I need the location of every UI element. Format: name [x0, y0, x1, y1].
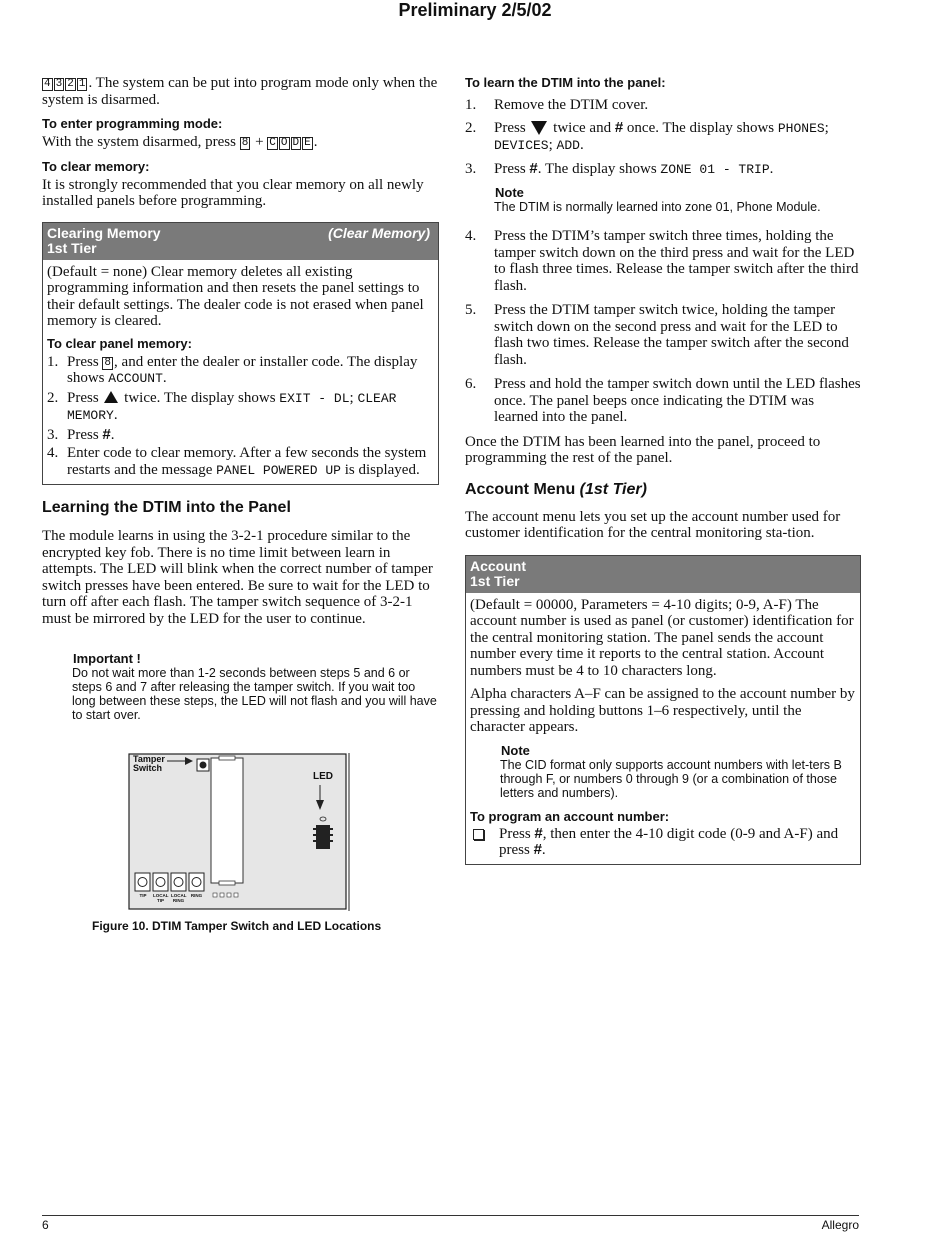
step-number: 4. — [465, 228, 477, 244]
period: . — [162, 370, 167, 386]
key-d: D — [292, 137, 300, 149]
account-box — [465, 555, 861, 865]
enter-programming-text: With the system disarmed, press 8 + C O D E . — [42, 134, 318, 150]
period: . — [579, 137, 584, 153]
display-add: ADD — [556, 138, 580, 153]
program-account-heading: To program an account number: — [470, 808, 670, 824]
display-zone-01-trip: ZONE 01 - TRIP — [660, 161, 770, 177]
account-box-title: Account — [470, 557, 526, 574]
account-menu-title: Account Menu — [465, 480, 576, 498]
step-number: 3. — [465, 160, 477, 177]
account-description: (Default = 00000, Parameters = 4-10 digits; 0-9, A-F) The account number is used as panel (or customer) identification for the central monitoring station. The panel sends the account number every time it reports to the central station. Account numbers must be 4 to 10 characters long. — [470, 596, 854, 679]
account-box-tier: 1st Tier — [470, 572, 520, 589]
pound-key: # — [102, 425, 111, 443]
step-text: twice. The display shows — [124, 389, 276, 406]
period: . — [541, 842, 546, 858]
checkbox-icon — [473, 829, 484, 840]
terminal-label-local-ring: LOCAL RING — [171, 893, 187, 903]
step-text: Press — [494, 160, 526, 177]
account-box-body — [466, 593, 860, 864]
clearing-memory-description: (Default = none) Clear memory deletes all existing programming information and then resets the panel settings to their default settings. The dealer code is not erased when panel memory is cleared. — [47, 263, 424, 329]
learn-dtim-heading: To learn the DTIM into the panel: — [465, 75, 666, 90]
learn-dtim-steps — [465, 97, 861, 426]
note-text: The DTIM is normally learned into zone 01, Phone Module. — [494, 200, 821, 214]
key-8: 8 — [241, 137, 249, 149]
separator: ; — [548, 137, 553, 153]
account-note — [500, 744, 856, 800]
step-number: 4. — [47, 445, 59, 461]
key-1: 1 — [78, 78, 86, 90]
step-number: 1. — [465, 97, 477, 113]
led-label: LED — [313, 771, 333, 782]
step-text: Press the DTIM tamper switch twice, holding the tamper switch down on the second press and wait for the LED to flash two times. Release the tamper switch after the second flash. — [494, 302, 849, 368]
step-text: Press — [67, 353, 99, 370]
learning-dtim-paragraph: The module learns in using the 3-2-1 procedure similar to the encrypted key fob. There is no time limit between learn in attempts. The LED will blink when the correct number of tamper switch presses have been entered. Be sure to wait for the LED to turn off after each flash. The tamper switch sequence of 3-2-1 must be mirrored by the LED for the user to continue. — [42, 528, 433, 627]
page-header-title: Preliminary 2/5/02 — [398, 0, 552, 20]
key-c: C — [269, 137, 276, 149]
step-text: , and enter the dealer or installer code. The display shows — [67, 353, 418, 386]
terminal-label-tip: TIP — [139, 893, 147, 898]
key-o: O — [280, 137, 288, 149]
step-text: Press — [494, 119, 526, 136]
step-text: once. The display shows — [626, 119, 775, 136]
after-learning-paragraph: Once the DTIM has been learned into the panel, proceed to programming the rest of the panel. — [465, 433, 821, 466]
display-panel-powered-up: PANEL POWERED UP — [216, 462, 341, 478]
step-text: Press the DTIM’s tamper switch three times, holding the tamper switch down on the third press and wait for the LED to flash three times. Release the tamper switch after the third flash. — [494, 228, 859, 294]
note-label: Note — [495, 185, 524, 200]
enter-programming-heading: To enter programming mode: — [42, 116, 223, 131]
step3-note — [494, 186, 861, 214]
footer-page-number: 6 — [42, 1218, 49, 1232]
learn-step-1 — [465, 97, 861, 114]
clearing-memory-tier: 1st Tier — [47, 239, 97, 256]
intro-text: . The system can be put into program mode only when the system is disarmed. — [42, 75, 438, 108]
intro-paragraph — [42, 75, 439, 108]
display-clear-memory: CLEAR MEMORY — [67, 390, 397, 423]
step-text: twice and — [553, 119, 612, 136]
learning-dtim-heading: Learning the DTIM into the Panel — [42, 499, 291, 516]
account-menu-tier: (1st Tier) — [579, 480, 647, 498]
note-label: Note — [501, 742, 530, 758]
key-2: 2 — [67, 78, 74, 90]
step-number: 3. — [47, 426, 59, 443]
learn-step-5 — [465, 302, 861, 368]
separator: ; — [824, 119, 829, 136]
key-4: 4 — [44, 78, 51, 90]
display-phones: PHONES — [777, 120, 825, 136]
clearing-memory-box — [42, 222, 439, 486]
step-text: Press — [67, 389, 99, 406]
tamper-switch-label — [133, 755, 165, 773]
account-alpha-description: Alpha characters A–F can be assigned to the account number by pressing and holding buttons 1–6 respectively, until the character appears. — [470, 686, 855, 735]
plus-sign: + — [255, 134, 264, 150]
step-number: 6. — [465, 376, 477, 392]
down-arrow-icon — [531, 121, 547, 135]
learn-step-2 — [465, 120, 861, 155]
terminal-label-local-tip: LOCAL TIP — [153, 893, 169, 903]
step-number: 5. — [465, 302, 477, 318]
tamper-label-line2: Switch — [133, 763, 163, 773]
step-number: 1. — [47, 353, 59, 370]
pound-key: # — [529, 159, 538, 177]
footer-rule — [42, 1215, 859, 1216]
key-e: E — [304, 137, 311, 149]
clear-memory-text: It is strongly recommended that you clear memory on all newly installed panels before programming. — [42, 176, 424, 209]
account-box-header — [466, 556, 860, 593]
display-account: ACCOUNT — [108, 371, 163, 386]
display-exit-dl: EXIT - DL — [279, 390, 350, 406]
footer-product-name: Allegro — [821, 1218, 859, 1232]
separator: ; — [349, 389, 354, 406]
important-label: Important ! — [73, 651, 141, 666]
right-column — [465, 75, 861, 865]
step-number: 2. — [465, 119, 477, 136]
step-text: Press — [499, 825, 531, 842]
up-arrow-icon — [104, 391, 118, 403]
step-text: , then enter the 4-10 digit code (0-9 and A-F) and press — [499, 825, 839, 858]
important-text: Do not wait more than 1-2 seconds between steps 5 and 6 or steps 6 and 7 after releasing the tamper switch. If you wait too long between these steps, the LED will not flash and you will have to start over. — [72, 666, 437, 722]
clear-step-4 — [47, 445, 434, 479]
clear-memory-heading: To clear memory: — [42, 158, 150, 174]
note-text: The CID format only supports account numbers with let-ters B through F, or numbers 0 through 9 (or a combination of those letters and numbers). — [500, 757, 842, 800]
learn-step-4 — [465, 228, 861, 294]
clear-panel-memory-heading: To clear panel memory: — [47, 335, 192, 351]
pound-key: # — [533, 841, 542, 858]
terminal-label-ring: RING — [190, 893, 203, 898]
clearing-memory-box-body — [43, 260, 438, 485]
tamper-label-line1: Tamper — [133, 754, 165, 764]
account-menu-heading — [465, 481, 861, 499]
step-text: Remove the DTIM cover. — [494, 97, 649, 113]
step-text: Press — [67, 426, 99, 443]
enter-programming-label: With the system disarmed, press — [42, 134, 236, 150]
clear-step-2 — [47, 390, 434, 425]
dtim-figure — [127, 753, 352, 911]
period: . — [110, 426, 115, 443]
step-text: . The display shows — [537, 160, 657, 177]
key-8: 8 — [104, 356, 112, 369]
period: . — [113, 407, 118, 423]
important-notice — [72, 652, 439, 722]
pound-key: # — [614, 118, 624, 136]
step-number: 2. — [47, 389, 59, 406]
figure-caption: Figure 10. DTIM Tamper Switch and LED Locations — [92, 919, 382, 933]
key-3: 3 — [55, 78, 63, 90]
step-text: Enter code to clear memory. After a few seconds the system restarts and the message — [67, 445, 427, 478]
period: . — [769, 160, 774, 177]
learn-step-3 — [465, 161, 861, 215]
clearing-memory-box-header — [43, 223, 438, 260]
program-account-item — [470, 826, 856, 859]
step-text: Press and hold the tamper switch down until the LED flashes once. The panel beeps once indicating the DTIM was learned into the panel. — [494, 376, 861, 425]
clear-memory-steps — [47, 354, 434, 480]
left-column — [42, 75, 439, 933]
account-menu-paragraph: The account menu lets you set up the account number used for customer identification for the central monitoring sta-tion. — [465, 508, 841, 541]
learn-step-6 — [465, 376, 861, 426]
clear-step-1 — [47, 354, 434, 388]
step-text: is displayed. — [344, 461, 420, 478]
clearing-memory-title: Clearing Memory — [47, 224, 161, 241]
clearing-memory-menu-label: (Clear Memory) — [328, 224, 430, 241]
clear-step-3 — [47, 427, 434, 444]
display-devices: DEVICES — [494, 138, 549, 153]
pound-key: # — [534, 824, 543, 842]
